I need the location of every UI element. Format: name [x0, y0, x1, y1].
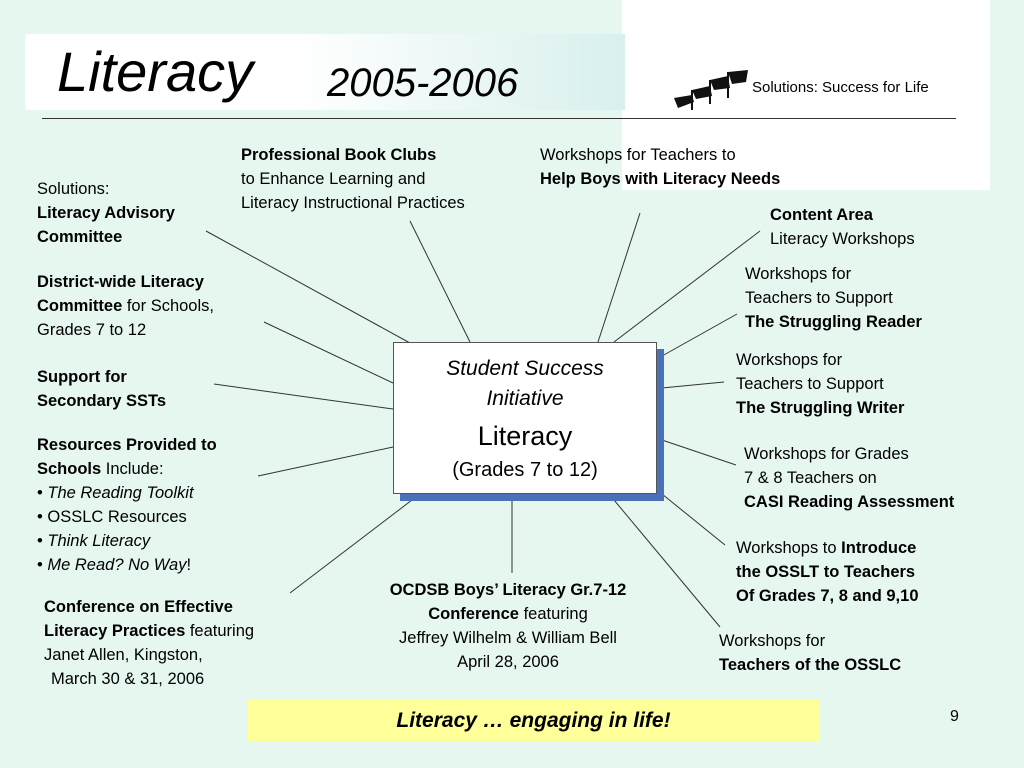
center-node-grades: (Grades 7 to 12): [452, 459, 598, 481]
slide-title-year: 2005-2006: [327, 61, 519, 105]
node-struggling-reader: Workshops for Teachers to Support The Struggling Reader: [745, 265, 922, 331]
center-node-line1: Student Success: [446, 357, 604, 380]
node-content-area: Content Area Literacy Workshops: [770, 206, 915, 248]
list-item: • Think Literacy: [37, 532, 151, 550]
node-struggling-writer: Workshops for Teachers to Support The Struggling Writer: [736, 351, 905, 417]
slide-title: Literacy: [57, 40, 254, 103]
logo-text: Solutions: Success for Life: [752, 79, 929, 96]
node-book-clubs: Professional Book Clubs to Enhance Learning and Literacy Instructional Practices: [241, 146, 465, 212]
page-number: 9: [950, 708, 959, 725]
node-district-committee: District-wide Literacy Committee for Schools, Grades 7 to 12: [37, 273, 214, 339]
node-conference-effective: Conference on Effective Literacy Practices featuring Janet Allen, Kingston, March 30 & 31, 2006: [44, 598, 255, 688]
node-osslt: Workshops to Introduce the OSSLT to Teachers Of Grades 7, 8 and 9,10: [736, 539, 919, 605]
node-support-ssts: Support for Secondary SSTs: [37, 368, 166, 410]
list-item: • OSSLC Resources: [37, 508, 187, 526]
node-solutions: Solutions: Literacy Advisory Committee: [37, 180, 175, 246]
center-node-title: Literacy: [477, 421, 573, 451]
node-resources: Resources Provided to Schools Include: • The Reading Toolkit • OSSLC Resources • Think Literacy • Me Read? No Way!: [37, 433, 217, 577]
connector-solutions: [206, 231, 410, 343]
footer-banner: Literacy … engaging in life!: [248, 700, 819, 742]
center-node: [393, 342, 657, 494]
center-node-line2: Initiative: [486, 387, 564, 410]
list-item: • Me Read? No Way!: [37, 556, 192, 574]
node-boys-workshop: Workshops for Teachers to Help Boys with Literacy Needs: [540, 146, 781, 188]
node-osslc: Workshops for Teachers of the OSSLC: [719, 632, 902, 674]
node-boys-conference: OCDSB Boys’ Literacy Gr.7-12 Conference featuring Jeffrey Wilhelm & William Bell April 28, 2006: [389, 581, 627, 671]
node-casi: Workshops for Grades 7 & 8 Teachers on CASI Reading Assessment: [744, 445, 955, 511]
list-item: • The Reading Toolkit: [37, 484, 194, 502]
